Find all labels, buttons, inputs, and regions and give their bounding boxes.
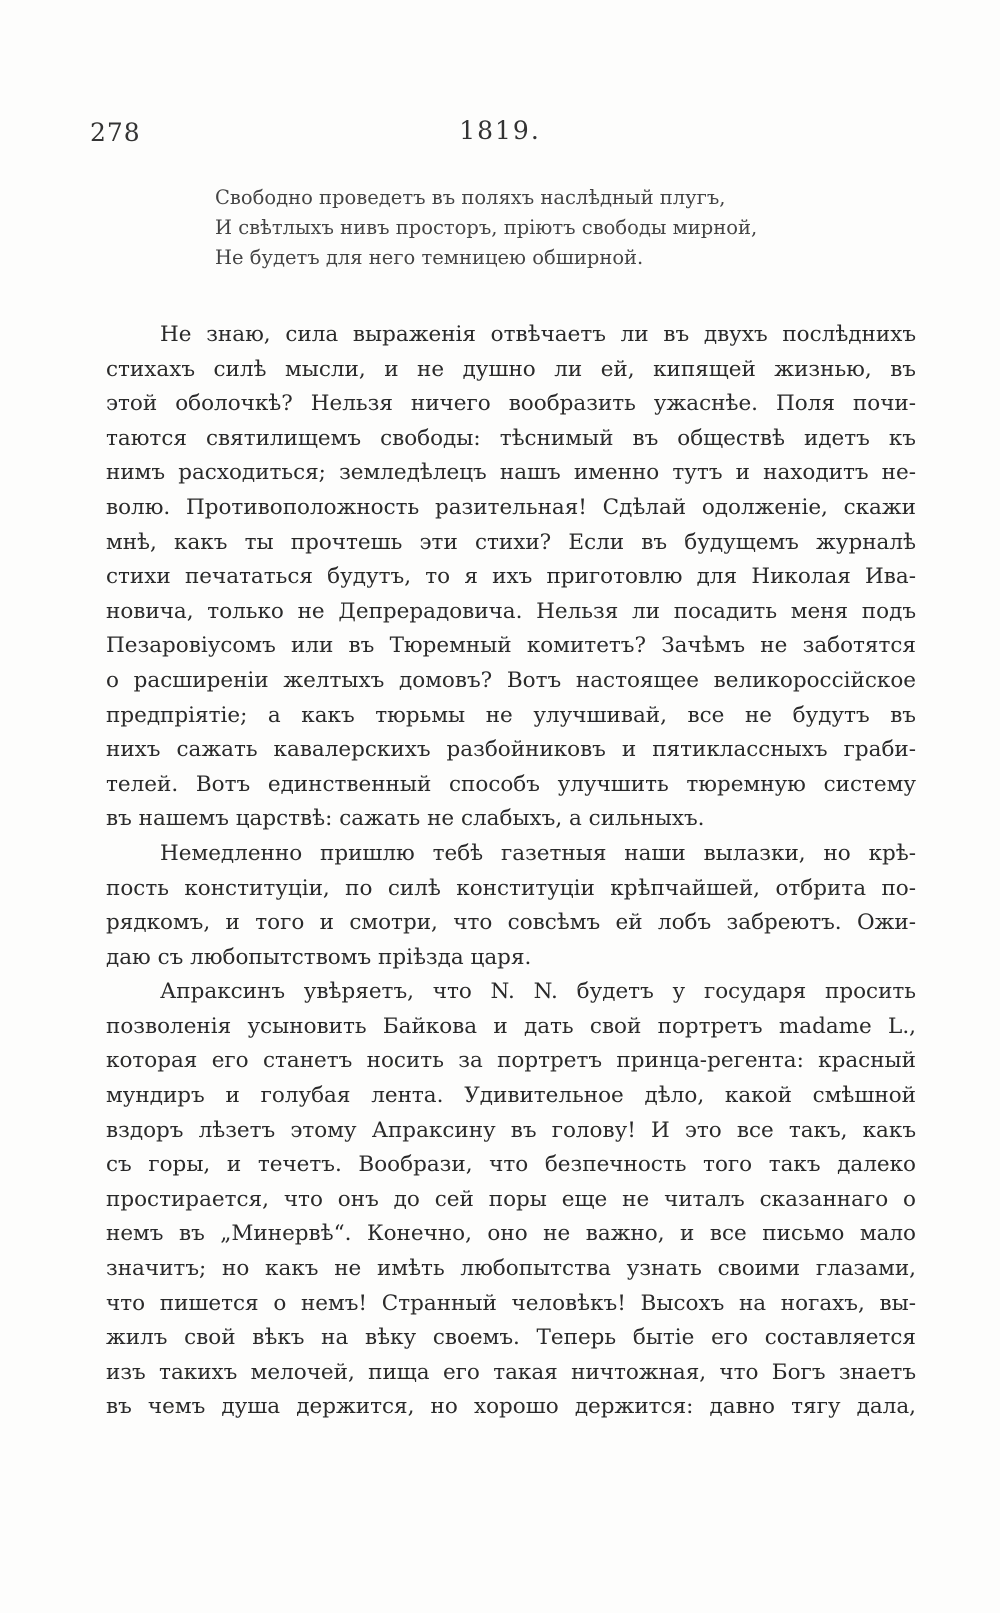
prose-line: рядкомъ, и того и смотри, что совсѣмъ ей лобъ забреютъ. Ожи- bbox=[106, 910, 916, 936]
running-head-year: 1819. bbox=[459, 116, 541, 145]
prose-line: Не знаю, сила выраженія отвѣчаетъ ли въ двухъ послѣднихъ bbox=[160, 322, 916, 347]
verse-block bbox=[215, 183, 855, 273]
prose-line: о расширеніи желтыхъ домовъ? Вотъ настоящее великороссійское bbox=[106, 667, 916, 693]
prose-line: что пишется о немъ! Странный человѣкъ! Высохъ на ногахъ, вы- bbox=[106, 1290, 916, 1316]
prose-line: стихахъ силѣ мысли, и не душно ли ей, кипящей жизнью, въ bbox=[106, 356, 916, 382]
prose-line: съ горы, и течетъ. Вообрази, что безпечность того такъ далеко bbox=[106, 1152, 916, 1178]
prose-line: вздоръ лѣзетъ этому Апраксину въ голову! И это все такъ, какъ bbox=[106, 1117, 916, 1143]
page-number: 278 bbox=[90, 118, 141, 147]
prose-line: въ чемъ душа держится, но хорошо держится: давно тягу дала, bbox=[106, 1394, 916, 1420]
prose-line: Немедленно пришлю тебѣ газетныя наши вылазки, но крѣ- bbox=[160, 840, 916, 866]
verse-line: И свѣтлыхъ нивъ просторъ, пріютъ свободы мирной, bbox=[215, 216, 758, 239]
prose-line: нихъ сажать кавалерскихъ разбойниковъ и пятиклассныхъ граби- bbox=[106, 737, 916, 763]
prose-line: этой оболочкѣ? Нельзя ничего вообразить ужаснѣе. Поля почи- bbox=[106, 391, 916, 417]
prose-line: значитъ; но какъ не имѣть любопытства узнать своими глазами, bbox=[106, 1256, 916, 1282]
prose-line: Апраксинъ увѣряетъ, что N. N. будетъ у государя просить bbox=[160, 979, 916, 1005]
prose-line: простирается, что онъ до сей поры еще не читалъ сказаннаго о bbox=[106, 1186, 916, 1212]
prose-line: телей. Вотъ единственный способъ улучшить тюремную систему bbox=[106, 771, 916, 797]
prose-line: которая его станетъ носить за портретъ принца-регента: красный bbox=[106, 1048, 916, 1074]
verse-line: Свободно проведетъ въ поляхъ наслѣдный плугъ, bbox=[215, 186, 726, 209]
prose-line: даю съ любопытствомъ пріѣзда царя. bbox=[106, 944, 532, 970]
verse-line: Не будетъ для него темницею обширной. bbox=[215, 246, 644, 269]
prose-line: немъ въ „Минервѣ“. Конечно, оно не важно, и все письмо мало bbox=[106, 1221, 916, 1247]
prose-line: изъ такихъ мелочей, пища его такая ничтожная, что Богъ знаетъ bbox=[106, 1359, 916, 1385]
prose-line: стихи печататься будутъ, то я ихъ приготовлю для Николая Ива- bbox=[106, 564, 916, 590]
prose-line: предпріятіе; а какъ тюрьмы не улучшивай, все не будутъ въ bbox=[106, 702, 916, 728]
prose-line: жилъ свой вѣкъ на вѣку своемъ. Теперь бытіе его составляется bbox=[106, 1325, 916, 1351]
prose-line: нимъ расходиться; земледѣлецъ нашъ именно тутъ и находитъ не- bbox=[106, 460, 916, 486]
prose-line: въ нашемъ царствѣ: сажать не слабыхъ, а сильныхъ. bbox=[106, 806, 705, 832]
prose-line: мундиръ и голубая лента. Удивительное дѣло, какой смѣшной bbox=[106, 1083, 916, 1109]
prose-line: позволенія усыновить Байкова и дать свой портретъ madame L., bbox=[106, 1013, 916, 1039]
prose-line: таются святилищемъ свободы: тѣснимый въ обществѣ идетъ къ bbox=[106, 425, 916, 451]
prose-line: мнѣ, какъ ты прочтешь эти стихи? Если въ будущемъ журналѣ bbox=[106, 529, 916, 555]
prose-line: волю. Противоположность разительная! Сдѣлай одолженіе, скажи bbox=[106, 494, 916, 520]
prose-line: пость конституціи, по силѣ конституціи крѣпчайшей, отбрита по- bbox=[106, 875, 916, 901]
prose-line: новича, только не Депрерадовича. Нельзя ли посадить меня подъ bbox=[106, 598, 916, 624]
prose-block bbox=[106, 318, 916, 1425]
prose-line: Пезаровіусомъ или въ Тюремный комитетъ? Зачѣмъ не заботятся bbox=[106, 633, 916, 659]
